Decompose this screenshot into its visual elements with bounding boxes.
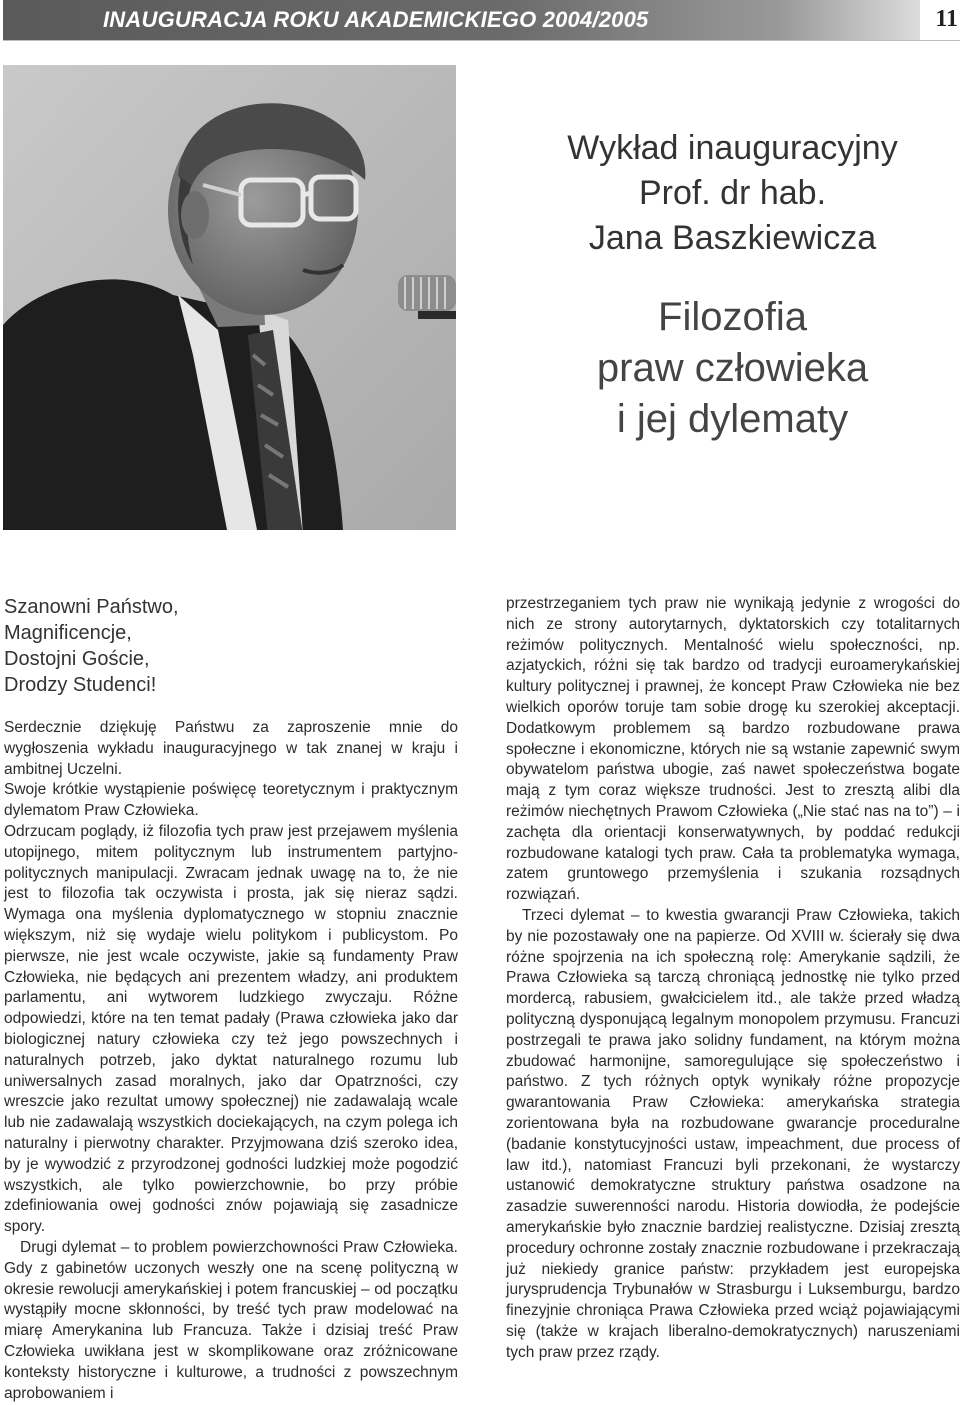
lecturer-photo — [3, 65, 456, 530]
lecture-label: Wykład inauguracyjny — [567, 129, 898, 167]
paragraph: Serdecznie dziękuję Państwu za zaproszenie mnie do wygłoszenia wykładu inauguracyjnego w tak znanej w kraju i ambitnej Uczelni. — [4, 719, 458, 778]
lecture-title-line: i jej dylematy — [616, 397, 849, 441]
running-header-title: INAUGURACJA ROKU AKADEMICKIEGO 2004/2005 — [103, 7, 649, 32]
paragraph: Odrzucam poglądy, iż filozofia tych praw jest przejawem myślenia utopijnego, mitem politycznym lub instrumentem partyjno-politycznych manipulacji. Zwracam jednak uwagę na to, że nie jest to filozofia tak oczywista i prosta, jak się nieraz sądzi. Wymaga ona myślenia dyplomatycznego w stopniu znacznie większym, niż się wydaje wielu politykom i publicystom. Po pierwsze, nie jest wcale oczywiste, jakie są fundamenty Praw Człowieka, nie będących ani prezentem władzy, ani produktem parlamentu, ani wytworem ludzkiego zwyczaju. Różne odpowiedzi, które na ten temat padały (Prawa człowieka jako dar biologicznej natury człowieka czy też jego powszechnych i naturalnych potrzeb, jako dyktat naturalnego rozumu lub uniwersalnych zasad moralnych, jako dar Opatrzności, czy wreszcie jako rezultat umowy społecznej) nie zadawalają wcale lub nie zadawalają wszystkich dociekających, na czym polega ich naturalny i pierwotny charakter. Przyjmowana dziś szeroko idea, by je wywodzić z przyrodzonej godności ludzkiej może pogodzić wszystkich, ale tylko powierzchownie, bo przy próbie zdefiniowania owej godności znów pojawiają się zasadnicze spory. — [4, 822, 458, 1236]
lecture-heading — [500, 126, 960, 261]
header-rule — [3, 40, 960, 41]
paragraph: Drugi dylemat – to problem powierzchowności Praw Człowieka. Gdy z gabinetów uczonych weszły one na scenę polityczną w okresie rewolucji amerykańskiej i potem francuskiej – od początku wystąpiły mocne skłonności, by treść tych praw modelować na miarę Amerykanina lub Francuza. Także i dzisiaj treść Praw Człowieka uwikłana jest w skomplikowane oraz zróżnicowane konteksty historyczne i kulturowe, a trudności z powszechnym aprobowaniem i — [4, 1238, 458, 1402]
greeting — [4, 594, 458, 698]
paragraph: Swoje krótkie wystąpienie poświęcę teoretycznym i praktycznym dylematom Praw Człowieka. — [4, 781, 458, 820]
greeting-line: Magnificencje, — [4, 622, 132, 644]
greeting-line: Szanowni Państwo, — [4, 596, 179, 618]
paragraph: przestrzeganiem tych praw nie wynikają jedynie z wrogości do nich ze strony autorytarnych, dyktatorskich czy totalitarnych reżimów politycznych. Mentalność wielu społeczności, np. azjatyckich, różni się tak bardzo od tradycji euroamerykańskiej kultury politycznej i prawnej, że koncept Praw Człowieka nie bez wielkich oporów toruje tam sobie drogę ku szerokiej akceptacji. Dodatkowym problemem są bardzo rozbudowane prawa społeczne i ekonomiczne, których nie są wstanie zapewnić swym obywatelom państwa ubogie, zaś nawet społeczeństwa bogate mają z tym coraz większe trudności. Jest to zresztą alibi dla reżimów niechętnych Prawom Człowieka („Nie stać nas na to”) – i zachęta dla orientacji konserwatywnych, by poddać redukcji rozbudowane katalogi tych praw. Cała ta problematyka wymaga, zatem gruntowego przemyślenia i szukania rozsądnych rozwiązań. — [506, 595, 960, 904]
left-text-column — [4, 594, 458, 1404]
header-band — [3, 0, 920, 40]
lecture-title-line: praw człowieka — [596, 346, 869, 390]
greeting-line: Drodzy Studenci! — [4, 674, 157, 696]
greeting-line: Dostojni Goście, — [4, 648, 150, 670]
paragraph: Trzeci dylemat – to kwestia gwarancji Praw Człowieka, takich by nie pozostawały one na papierze. Od XVIII w. ścierały się dwa różne spojrzenia na ich społeczną rolę: Amerykanie sądzili, że Prawa Człowieka są tarczą chroniącą jednostkę nie tylko przed mordercą, rabusiem, gwałcicielem itd., ale także przed władzą polityczną dysponującą legalnym monopolem przymusu. Francuzi postrzegali te prawa jako solidny fundament, na którym można zbudować harmonijne, samoregulujące się społeczeństwo i państwo. Z tych różnych optyk wynikały różne propozycje gwarantowania Praw Człowieka: amerykańska strategia zorientowana była na rozbudowane gwarancje proceduralne (badanie konstytucyjności ustaw, impeachment, due process of law itd.), natomiast Francuzi byli przekonani, że wystarczy ustanowić demokratyczne struktury państwa osadzone na zasadzie suwerenności narodu. Historia dowiodła, że podejście amerykańskie było znacznie bardziej realistyczne. Dzisiaj zresztą procedury ochronne zostały znacznie rozbudowane i przekraczają już niekiedy granice państw: przykładem jest europejska jurysprudencja Trybunałów w Strasburgu i Luksemburgu, bardzo finezyjnie chroniąca Prawa Człowieka przed wciąż pojawiającymi się (także w krajach liberalno-demokratycznych) naruszeniami tych praw przez rządy. — [506, 906, 960, 1361]
page-number: 11 — [935, 6, 958, 32]
lecture-title — [500, 292, 960, 445]
lecturer-degree: Prof. dr hab. — [638, 174, 827, 212]
right-text-column — [506, 594, 960, 1363]
lecture-title-line: Filozofia — [658, 295, 807, 339]
lecturer-name: Jana Baszkiewicza — [588, 219, 877, 257]
